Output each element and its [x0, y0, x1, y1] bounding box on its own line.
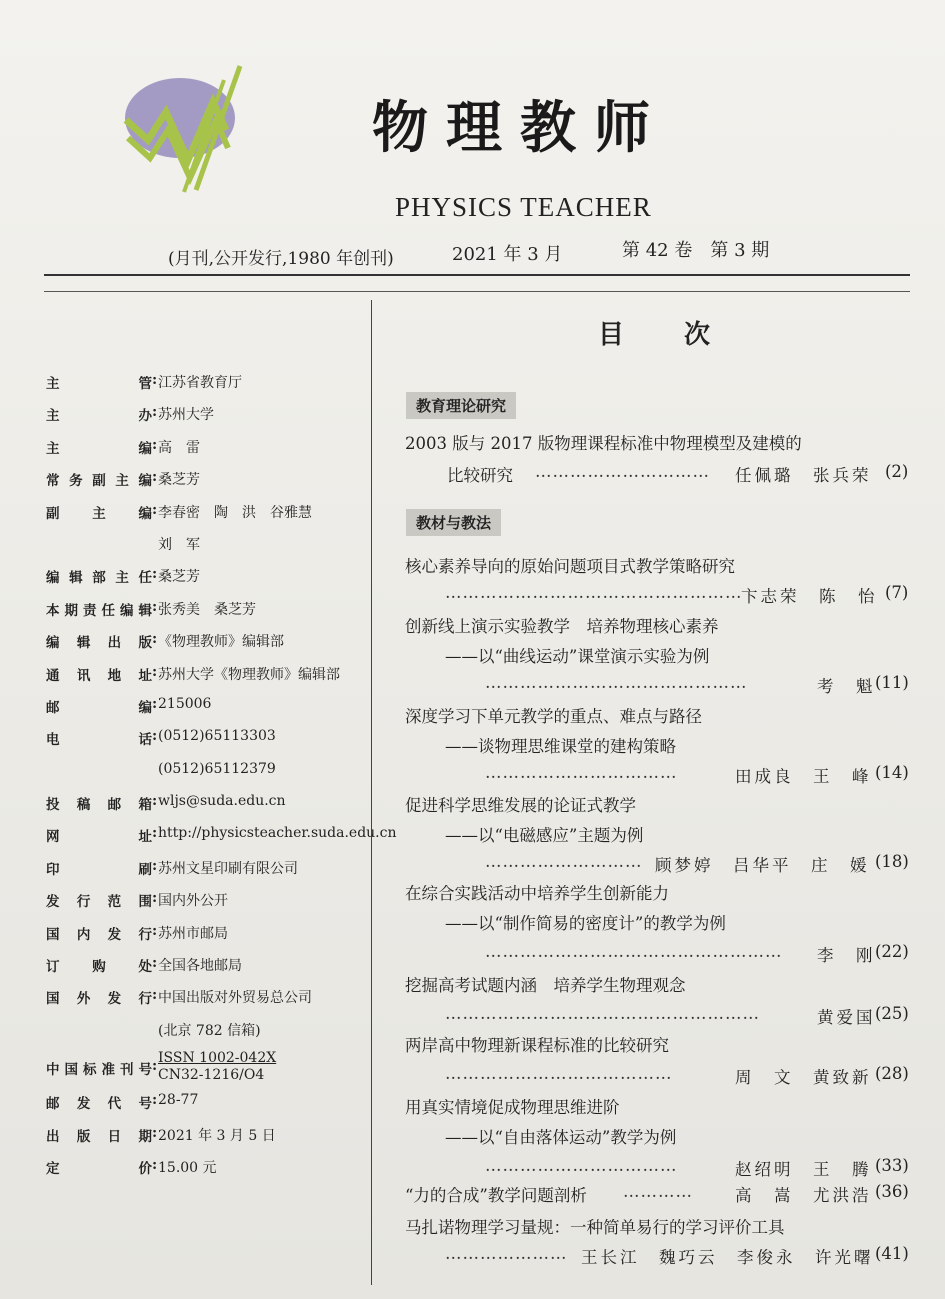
- article-title[interactable]: 2003 版与 2017 版物理课程标准中物理模型及建模的: [405, 434, 802, 453]
- masthead-row: 定 价 : 15.00 元: [46, 1156, 217, 1177]
- article-authors: 考 魁: [817, 677, 876, 696]
- article-page: (33): [875, 1156, 909, 1175]
- masthead: [46, 372, 397, 1189]
- article-subtitle: ——以“曲线运动”课堂演示实验为例: [445, 647, 710, 666]
- article-page: (11): [875, 673, 909, 692]
- issue-date: 2021 年 3 月: [452, 244, 563, 265]
- leader-dots: ………………………………………: [485, 673, 748, 692]
- article-title[interactable]: 创新线上演示实验教学 培养物理核心素养: [405, 617, 719, 636]
- cn-number: CN32-1216/O4: [158, 1067, 265, 1084]
- masthead-row: 刘 军: [158, 536, 200, 553]
- column-divider: [371, 300, 372, 1285]
- header-rule-thin: [44, 291, 910, 292]
- article-authors: 黄爱国: [817, 1008, 876, 1027]
- article-page: (18): [875, 852, 909, 871]
- masthead-row: (0512)65112379: [158, 760, 276, 777]
- article-page: (22): [875, 942, 909, 961]
- leader-dots: ……………………………………………: [485, 942, 783, 961]
- leader-dots: …………………………: [535, 462, 710, 481]
- article-title[interactable]: 在综合实践活动中培养学生创新能力: [405, 884, 669, 903]
- article-title[interactable]: 核心素养导向的原始问题项目式教学策略研究: [405, 557, 735, 576]
- journal-title-en: PHYSICS TEACHER: [395, 192, 652, 222]
- article-title[interactable]: 挖掘高考试题内涵 培养学生物理观念: [405, 976, 686, 995]
- masthead-row: (北京 782 信箱): [158, 1022, 261, 1039]
- masthead-row: 电 话 : (0512)65113303: [46, 728, 276, 749]
- leader-dots: ……………………………: [485, 763, 678, 782]
- leader-dots: …………: [623, 1182, 693, 1201]
- article-page: (7): [885, 583, 909, 602]
- leader-dots: …………………………………: [445, 1064, 673, 1083]
- article-authors: 任佩璐 张兵荣: [735, 466, 872, 485]
- masthead-row: 发 行 范 围 : 国内外公开: [46, 890, 228, 911]
- journal-info: (月刊,公开发行,1980 年创刊): [168, 249, 394, 269]
- leader-dots: ………………………: [485, 852, 643, 871]
- journal-logo-icon: [118, 60, 248, 200]
- masthead-row: 主 编 : 高 雷: [46, 436, 200, 457]
- article-title-cont[interactable]: 比较研究: [447, 466, 513, 485]
- toc-title: 目次: [598, 320, 771, 350]
- issn-number: ISSN 1002-042X: [158, 1050, 277, 1067]
- masthead-row: 出 版 日 期 : 2021 年 3 月 5 日: [46, 1124, 276, 1145]
- masthead-row: 编 辑 出 版 : 《物理教师》编辑部: [46, 631, 284, 652]
- article-authors: 田成良 王 峰: [735, 767, 872, 786]
- masthead-row: 常务副主编 : 桑芝芳: [46, 469, 200, 490]
- article-page: (41): [875, 1244, 909, 1263]
- masthead-row: 主 办 : 苏州大学: [46, 404, 214, 425]
- leader-dots: …………………: [445, 1244, 568, 1263]
- masthead-row: 副 主 编 : 李春密 陶 洪 谷雅慧: [46, 501, 312, 522]
- masthead-row: 邮 编 : 215006: [46, 695, 212, 716]
- article-authors: 卞志荣 陈 怡: [741, 587, 878, 606]
- section-heading: 教材与教法: [406, 509, 501, 536]
- article-authors: 王长江 魏巧云 李俊永 许光曙: [581, 1248, 874, 1267]
- article-subtitle: ——以“自由落体运动”教学为例: [445, 1128, 677, 1147]
- leader-dots: ……………………………: [485, 1156, 678, 1175]
- article-title[interactable]: 两岸高中物理新课程标准的比较研究: [405, 1036, 669, 1055]
- article-page: (28): [875, 1064, 909, 1083]
- masthead-row: 主 管 : 江苏省教育厅: [46, 372, 242, 392]
- article-subtitle: ——以“电磁感应”主题为例: [445, 826, 644, 845]
- masthead-row: 本期责任编辑 : 张秀美 桑芝芳: [46, 598, 256, 619]
- article-title[interactable]: 马扎诺物理学习量规：一种简单易行的学习评价工具: [405, 1218, 785, 1237]
- masthead-row: 订 购 处 : 全国各地邮局: [46, 955, 242, 976]
- article-authors: 顾梦婷 吕华平 庄 媛: [655, 856, 870, 875]
- masthead-row: 编辑部主任 : 桑芝芳: [46, 566, 200, 587]
- issue-number: 第 42 卷 第 3 期: [622, 240, 770, 261]
- article-authors: 赵绍明 王 腾: [735, 1160, 872, 1179]
- article-subtitle: ——以“制作简易的密度计”的教学为例: [445, 914, 726, 933]
- article-authors: 李 刚: [817, 946, 876, 965]
- masthead-row: 网 址 : http://physicsteacher.suda.edu.cn: [46, 825, 397, 846]
- article-title[interactable]: 用真实情境促成物理思维进阶: [405, 1098, 620, 1117]
- masthead-row: 印 刷 : 苏州文星印刷有限公司: [46, 857, 298, 878]
- section-heading: 教育理论研究: [406, 392, 516, 419]
- masthead-row: 邮 发 代 号 : 28-77: [46, 1092, 199, 1113]
- article-title[interactable]: “力的合成”教学问题剖析: [405, 1186, 587, 1205]
- issn-row: 中国标准刊号 : ISSN 1002-042X CN32-1216/O4: [46, 1050, 277, 1084]
- article-page: (36): [875, 1182, 909, 1201]
- masthead-row: 国 外 发 行 : 中国出版对外贸易总公司: [46, 987, 312, 1008]
- leader-dots: ………………………………………………: [445, 1004, 760, 1023]
- article-subtitle: ——谈物理思维课堂的建构策略: [445, 737, 676, 756]
- masthead-row: 通 讯 地 址 : 苏州大学《物理教师》编辑部: [46, 663, 340, 684]
- leader-dots: ……………………………………………: [445, 583, 743, 602]
- article-page: (25): [875, 1004, 909, 1023]
- article-authors: 周 文 黄致新: [735, 1068, 872, 1087]
- article-page: (2): [885, 462, 909, 481]
- article-authors: 高 嵩 尤洪浩: [735, 1186, 872, 1205]
- journal-title-cn: 物理教师: [372, 95, 668, 161]
- article-page: (14): [875, 763, 909, 782]
- article-title[interactable]: 促进科学思维发展的论证式教学: [405, 796, 636, 815]
- article-title[interactable]: 深度学习下单元教学的重点、难点与路径: [405, 707, 702, 726]
- masthead-row: 投 稿 邮 箱 : wljs@suda.edu.cn: [46, 793, 286, 814]
- header-rule: [44, 274, 910, 276]
- masthead-row: 国 内 发 行 : 苏州市邮局: [46, 922, 228, 943]
